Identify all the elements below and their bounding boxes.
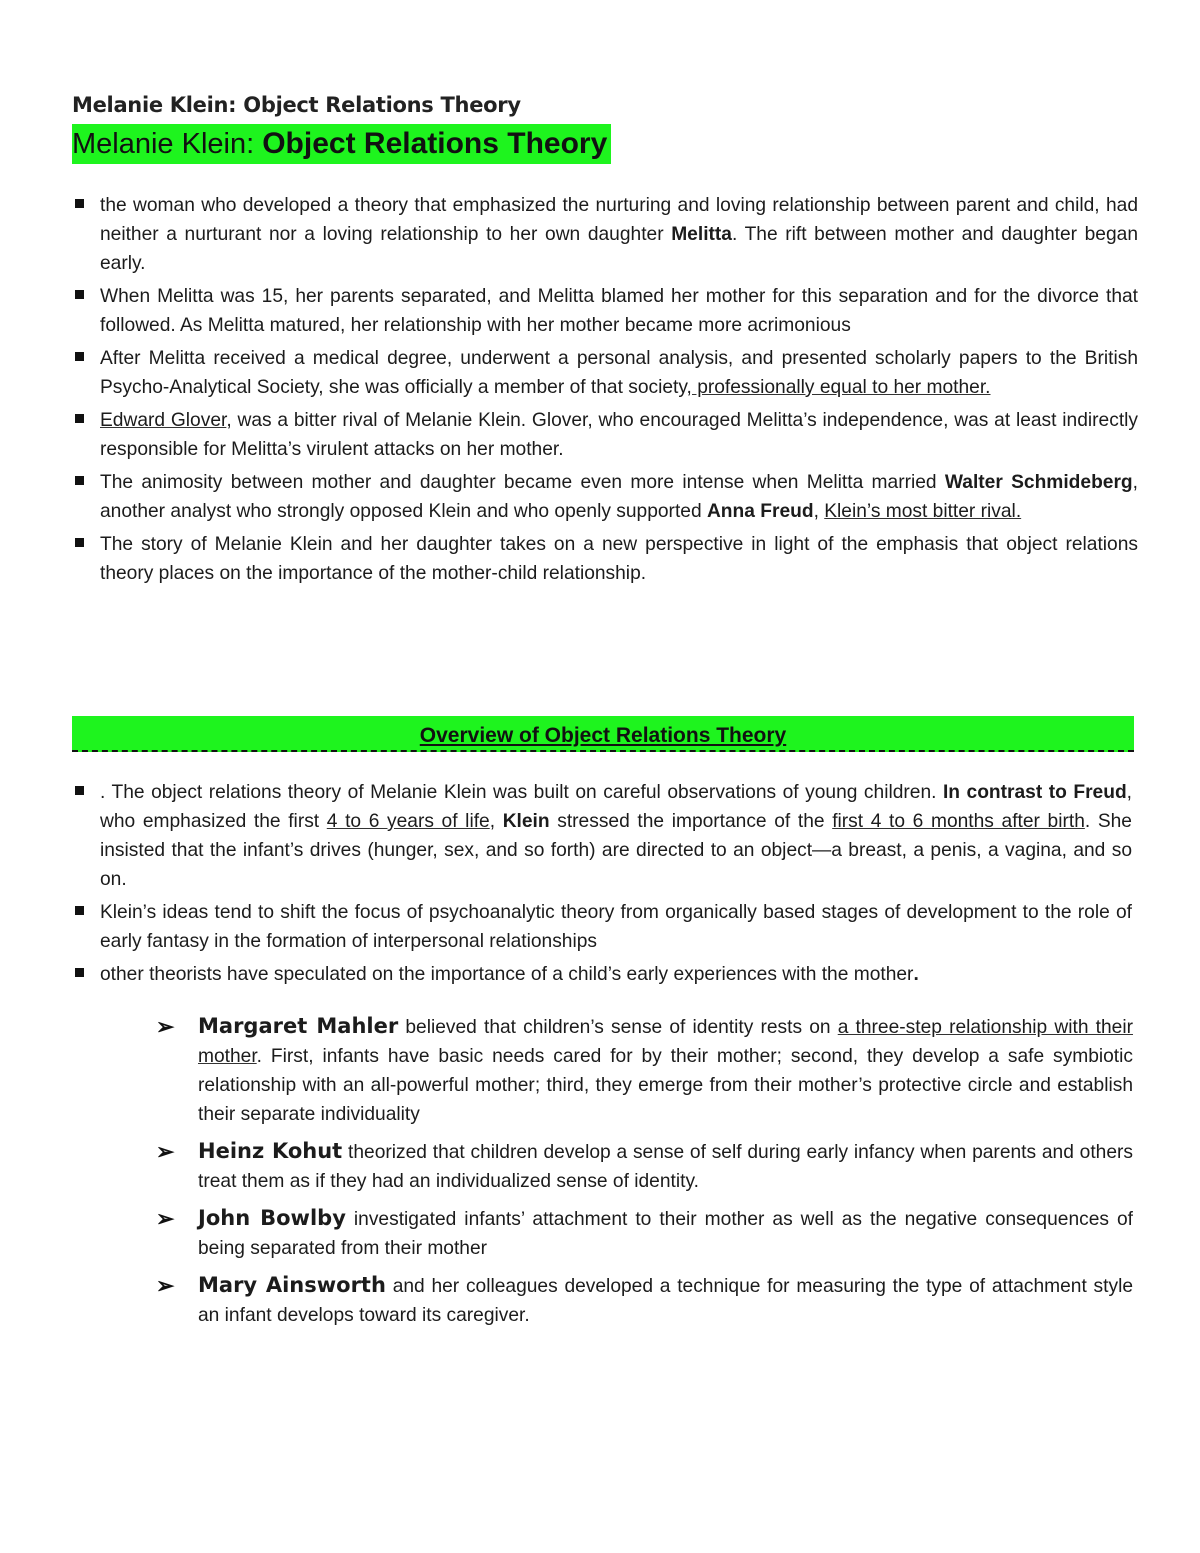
square-bullet-icon — [75, 906, 84, 915]
theorist-list — [156, 1012, 1133, 1338]
main-heading-bold: Object Relations Theory — [262, 127, 608, 160]
overview-bullet-list — [72, 778, 1132, 993]
square-bullet-icon — [75, 199, 84, 208]
square-bullet-icon — [75, 352, 84, 361]
theorist-name: Margaret Mahler — [198, 1014, 399, 1038]
theorist-item: ➢ Heinz Kohut theorized that children develop a sense of self during early infancy when parents and others treat them as if they had an individualized sense of identity. — [156, 1139, 1133, 1192]
theorist-name: John Bowlby — [198, 1206, 346, 1230]
list-item: After Melitta received a medical degree, underwent a personal analysis, and presented scholarly papers to the British Psycho-Analytical Society, she was officially a member of that society, professionally equal to her mother. — [72, 344, 1138, 402]
document-title: Melanie Klein: Object Relations Theory — [72, 93, 521, 117]
arrow-bullet-icon: ➢ — [156, 1273, 175, 1298]
square-bullet-icon — [75, 786, 84, 795]
arrow-bullet-icon: ➢ — [156, 1014, 175, 1039]
intro-bullet-list — [72, 191, 1138, 592]
square-bullet-icon — [75, 414, 84, 423]
main-heading — [72, 124, 611, 164]
square-bullet-icon — [75, 290, 84, 299]
edward-glover-name: Edward Glover — [100, 410, 227, 431]
square-bullet-icon — [75, 538, 84, 547]
square-bullet-icon — [75, 476, 84, 485]
list-item: The animosity between mother and daughter became even more intense when Melitta married Walter Schmideberg, another analyst who strongly opposed Klein and who openly supported Anna Freud, Klein’s most bitter rival. — [72, 468, 1138, 526]
list-item: When Melitta was 15, her parents separated, and Melitta blamed her mother for this separation and for the divorce that followed. As Melitta matured, her relationship with her mother became more acrimonious — [72, 282, 1138, 340]
list-item: The story of Melanie Klein and her daughter takes on a new perspective in light of the emphasis that object relations theory places on the importance of the mother-child relationship. — [72, 530, 1138, 588]
theorist-name: Heinz Kohut — [198, 1139, 343, 1163]
arrow-bullet-icon: ➢ — [156, 1206, 175, 1231]
theorist-item: ➢ Mary Ainsworth and her colleagues developed a technique for measuring the type of attachment style an infant develops toward its caregiver. — [156, 1273, 1134, 1326]
overview-section-heading: Overview of Object Relations Theory — [72, 716, 1134, 752]
list-item: the woman who developed a theory that emphasized the nurturing and loving relationship between parent and child, had neither a nurturant nor a loving relationship to her own daughter Melitta. The rift between mother and daughter began early. — [72, 191, 1138, 278]
theorist-name: Mary Ainsworth — [198, 1273, 386, 1297]
list-item: . The object relations theory of Melanie Klein was built on careful observations of young children. In contrast to Freud, who emphasized the first 4 to 6 years of life, Klein stressed the importance of the first 4 to 6 months after birth. She insisted that the infant’s drives (hunger, sex, and so forth) are directed to an object—a breast, a penis, a vagina, and so on. — [72, 778, 1132, 894]
theorist-item: ➢ Margaret Mahler believed that children’s sense of identity rests on a three-step relationship with their mother. First, infants have basic needs cared for by their mother; second, they develop a safe symbiotic relationship with an all-powerful mother; third, they emerge from their mother’s protective circle and establish their separate individuality — [156, 1014, 1133, 1125]
theorist-item: ➢ John Bowlby investigated infants’ attachment to their mother as well as the negative consequences of being separated from their mother — [156, 1206, 1133, 1259]
list-item: Edward Glover, was a bitter rival of Melanie Klein. Glover, who encouraged Melitta’s independence, was at least indirectly responsible for Melitta’s virulent attacks on her mother. — [72, 406, 1138, 464]
main-heading-plain: Melanie Klein: — [72, 128, 263, 160]
melitta-name: Melitta — [671, 224, 732, 245]
list-item: Klein’s ideas tend to shift the focus of psychoanalytic theory from organically based stages of development to the role of early fantasy in the formation of interpersonal relationships — [72, 898, 1132, 956]
list-item: other theorists have speculated on the importance of a child’s early experiences with the mother. — [72, 960, 1132, 989]
square-bullet-icon — [75, 968, 84, 977]
arrow-bullet-icon: ➢ — [156, 1139, 175, 1164]
